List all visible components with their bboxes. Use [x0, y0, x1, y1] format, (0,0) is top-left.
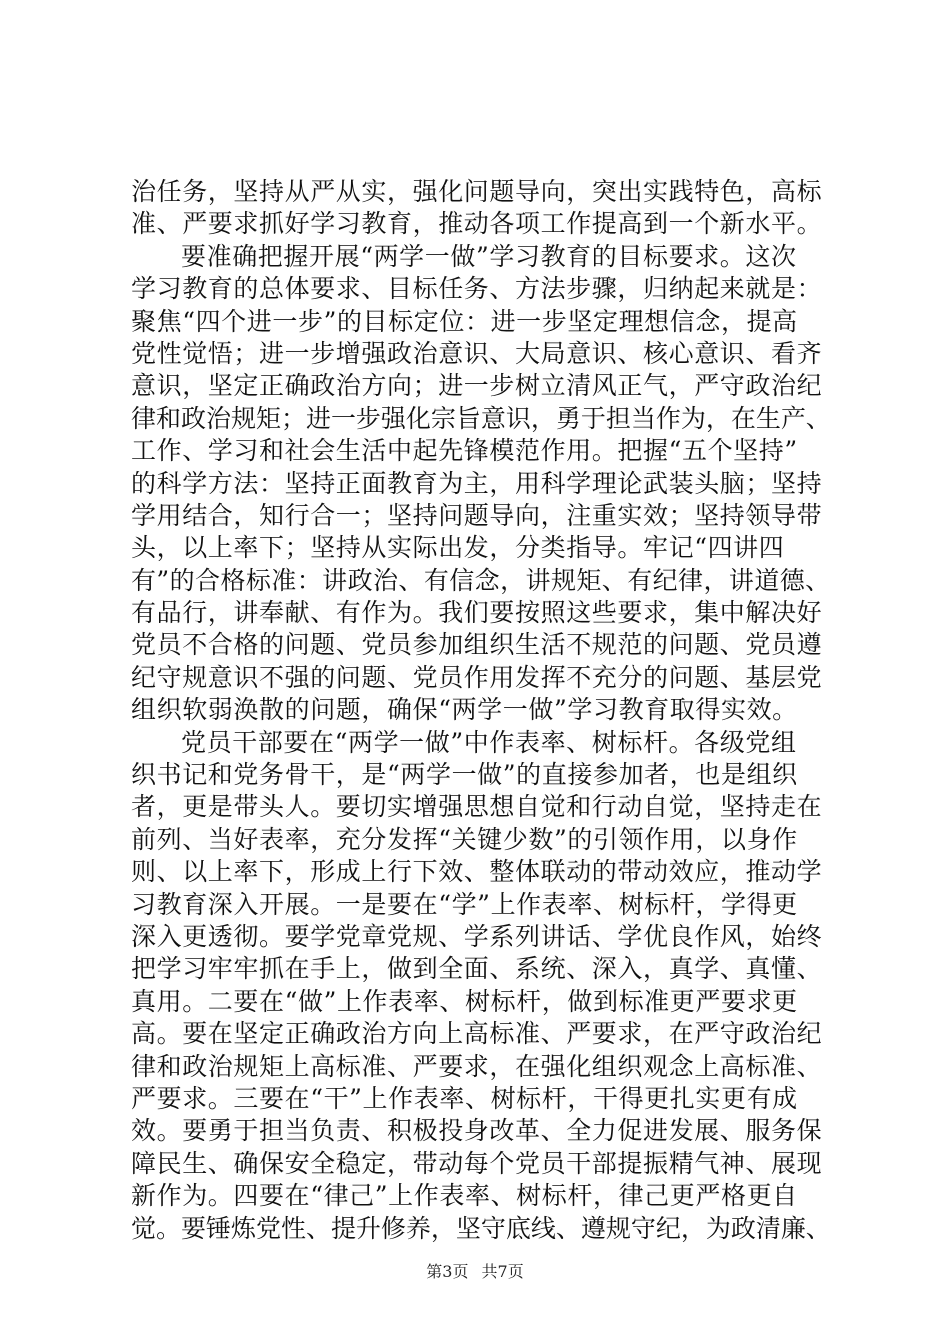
text-line: 真用。二要在“做”上作表率、树标杆，做到标准更严要求更	[131, 986, 798, 1016]
text-line: 则、以上率下，形成上行下效、整体联动的带动效应，推动学	[131, 857, 823, 887]
text-line: 者，更是带头人。要切实增强思想自觉和行动自觉，坚持走在	[131, 792, 823, 822]
text-line: 准、严要求抓好学习教育，推动各项工作提高到一个新水平。	[131, 209, 823, 239]
text-line: 党员不合格的问题、党员参加组织生活不规范的问题、党员遵	[131, 630, 823, 660]
text-line: 障民生、确保安全稳定，带动每个党员干部提振精气神、展现	[131, 1148, 823, 1178]
text-line: 头，以上率下；坚持从实际出发，分类指导。牢记“四讲四	[131, 533, 785, 563]
text-line: 有品行，讲奉献、有作为。我们要按照这些要求，集中解决好	[131, 598, 823, 628]
text-line: 深入更透彻。要学党章党规、学系列讲话、学优良作风，始终	[131, 921, 823, 951]
page-number: 第3页	[426, 1262, 469, 1281]
text-line: 党员干部要在“两学一做”中作表率、树标杆。各级党组	[181, 727, 797, 757]
text-line: 新作为。四要在“律己”上作表率、树标杆，律己更严格更自	[131, 1181, 798, 1211]
text-line: 律和政治规矩上高标准、严要求，在强化组织观念上高标准、	[131, 1051, 823, 1081]
text-line: 意识，坚定正确政治方向；进一步树立清风正气，严守政治纪	[131, 371, 823, 401]
text-line: 纪守规意识不强的问题、党员作用发挥不充分的问题、基层党	[131, 662, 823, 692]
text-line: 学用结合，知行合一；坚持问题导向，注重实效；坚持领导带	[131, 500, 823, 530]
text-line: 前列、当好表率，充分发挥“关键少数”的引领作用，以身作	[131, 824, 798, 854]
text-line: 组织软弱涣散的问题，确保“两学一做”学习教育取得实效。	[131, 695, 798, 725]
text-line: 织书记和党务骨干，是“两学一做”的直接参加者，也是组织	[131, 760, 798, 790]
text-line: 严要求。三要在“干”上作表率、树标杆，干得更扎实更有成	[131, 1083, 798, 1113]
text-line: 工作、学习和社会生活中起先锋模范作用。把握“五个坚持”	[131, 436, 798, 466]
text-line: 要准确把握开展“两学一做”学习教育的目标要求。这次	[181, 241, 797, 271]
body-text	[131, 176, 831, 1245]
text-line: 有”的合格标准：讲政治、有信念，讲规矩、有纪律，讲道德、	[131, 565, 831, 595]
text-line: 觉。要锤炼党性、提升修养，坚守底线、遵规守纪，为政清廉、	[131, 1213, 831, 1243]
text-line: 聚焦“四个进一步”的目标定位：进一步坚定理想信念，提高	[131, 306, 798, 336]
text-line: 学习教育的总体要求、目标任务、方法步骤，归纳起来就是：	[131, 274, 823, 304]
page-total: 共7页	[481, 1262, 524, 1281]
text-line: 高。要在坚定正确政治方向上高标准、严要求，在严守政治纪	[131, 1019, 823, 1049]
text-line: 把学习牢牢抓在手上，做到全面、系统、深入，真学、真懂、	[131, 954, 823, 984]
text-line: 的科学方法：坚持正面教育为主，用科学理论武装头脑；坚持	[131, 468, 823, 498]
text-line: 党性觉悟；进一步增强政治意识、大局意识、核心意识、看齐	[131, 338, 823, 368]
text-line: 律和政治规矩；进一步强化宗旨意识，勇于担当作为，在生产、	[131, 403, 831, 433]
page-footer	[0, 1262, 950, 1282]
text-line: 习教育深入开展。一是要在“学”上作表率、树标杆，学得更	[131, 889, 798, 919]
text-line: 效。要勇于担当负责、积极投身改革、全力促进发展、服务保	[131, 1116, 823, 1146]
text-line: 治任务，坚持从严从实，强化问题导向，突出实践特色，高标	[131, 177, 823, 206]
